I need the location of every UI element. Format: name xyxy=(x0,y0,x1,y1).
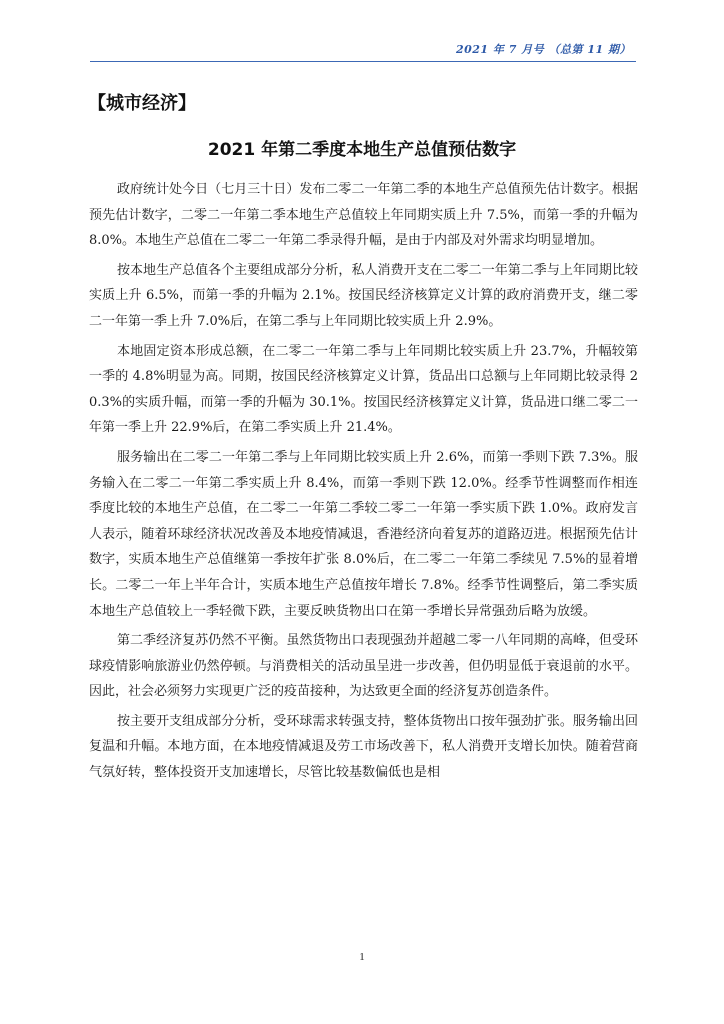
article-body xyxy=(89,177,638,790)
paragraph: 政府统计处今日（七月三十日）发布二零二一年第二季的本地生产总值预先估计数字。根据预先估计数字，二零二一年第二季本地生产总值较上年同期实质上升 7.5%，而第一季的升幅为 8.0%。本地生产总值在二零二一年第二季录得升幅，是由于内部及对外需求均明显增加。 xyxy=(89,182,638,249)
issue-header: 2021 年 7 月号 （总第 11 期） xyxy=(455,43,631,56)
paragraph: 服务输出在二零二一年第二季与上年同期比较实质上升 2.6%，而第一季则下跌 7.3%。服务输入在二零二一年第二季实质上升 8.4%，而第一季则下跌 12.0%。经季节性调整而作相连季度比较的本地生产总值，在二零二一年第二季较二零二一年第一季实质下跌 1.0%。政府发言人表示，随着环球经济状况改善及本地疫情减退，香港经济向着复苏的道路迈进。根据预先估计数字，实质本地生产总值继第一季按年扩张 8.0%后，在二零二一年第二季续见 7.5%的显着增长。二零二一年上半年合计，实质本地生产总值按年增长 7.8%。经季节性调整后，第二季实质本地生产总值较上一季轻微下跌，主要反映货物出口在第一季增长异常强劲后略为放缓。 xyxy=(89,449,638,619)
paragraph: 本地固定资本形成总额，在二零二一年第二季与上年同期比较实质上升 23.7%，升幅较第一季的 4.8%明显为高。同期，按国民经济核算定义计算，货品出口总额与上年同期比较录得 20.3%的实质升幅，而第一季的升幅为 30.1%。按国民经济核算定义计算，货品进口继二零二一年第一季上升 22.9%后，在第二季实质上升 21.4%。 xyxy=(89,343,638,436)
paragraph: 按主要开支组成部分分析，受环球需求转强支持，整体货物出口按年强劲扩张。服务输出回复温和升幅。本地方面，在本地疫情减退及劳工市场改善下，私人消费开支增长加快。随着营商气氛好转，整体投资开支加速增长，尽管比较基数偏低也是相 xyxy=(89,713,638,781)
paragraph: 按本地生产总值各个主要组成部分分析，私人消费开支在二零二一年第二季与上年同期比较实质上升 6.5%，而第一季的升幅为 2.1%。按国民经济核算定义计算的政府消费开支，继二零二一年第一季上升 7.0%后，在第二季与上年同期比较实质上升 2.9%。 xyxy=(89,262,638,329)
section-tag: 【城市经济】 xyxy=(88,93,196,114)
header-rule xyxy=(90,61,636,62)
paragraph: 第二季经济复苏仍然不平衡。虽然货物出口表现强劲并超越二零一八年同期的高峰，但受环球疫情影响旅游业仍然停顿。与消费相关的活动虽呈进一步改善，但仍明显低于衰退前的水平。因此，社会必须努力实现更广泛的疫苗接种，为达致更全面的经济复苏创造条件。 xyxy=(89,633,638,700)
page-number: 1 xyxy=(359,951,365,963)
article-title: 2021 年第二季度本地生产总值预估数字 xyxy=(207,140,517,160)
